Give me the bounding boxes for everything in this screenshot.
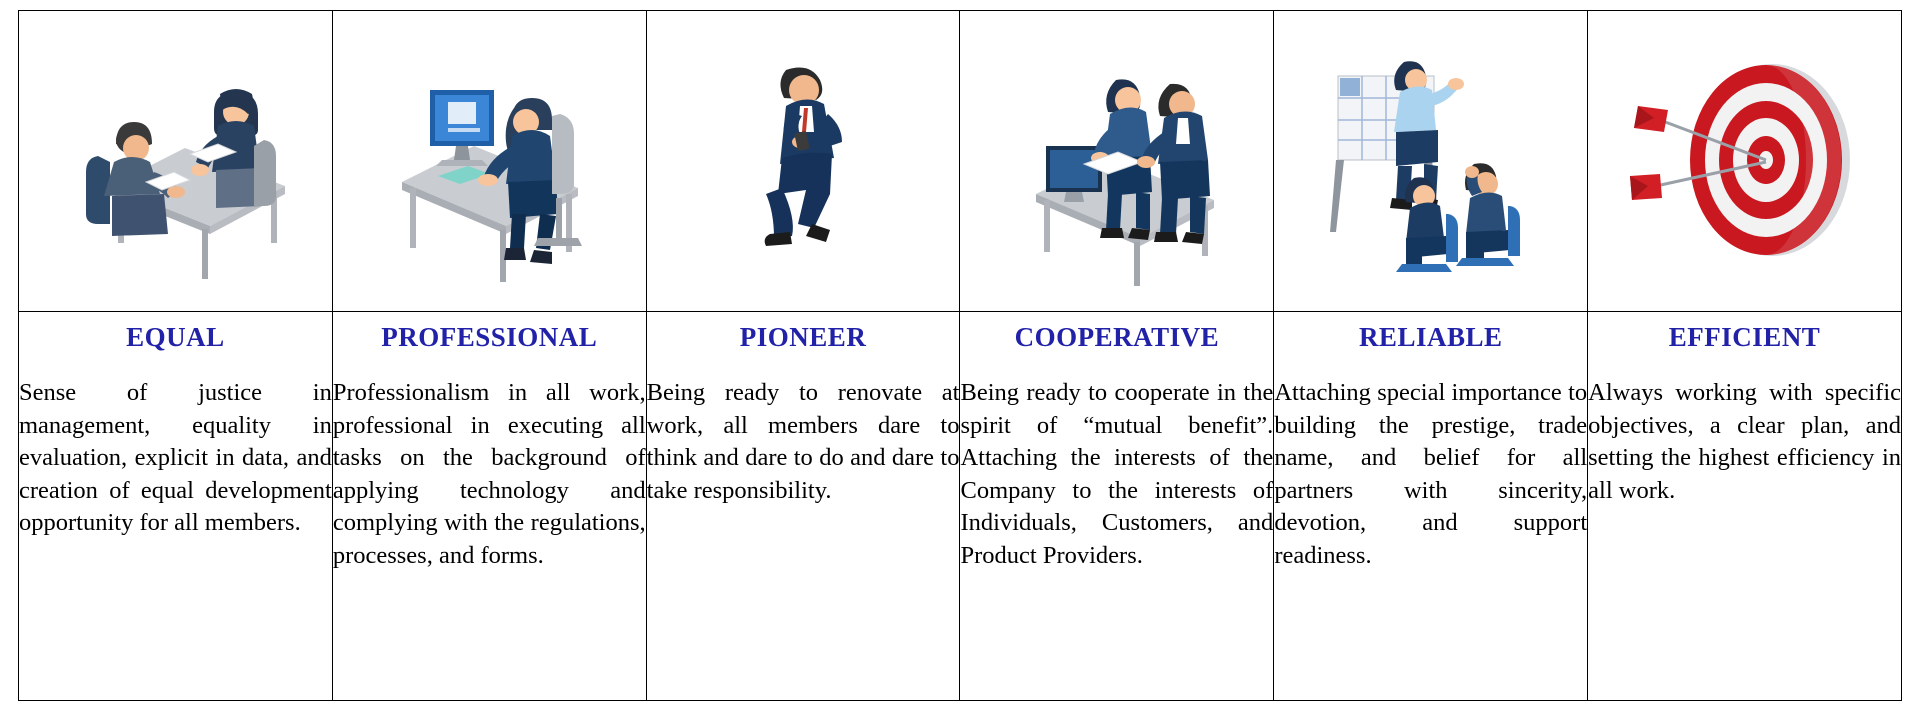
value-title-reliable: RELIABLE	[1358, 322, 1503, 352]
value-cell-pioneer	[646, 312, 960, 701]
value-title-pioneer: PIONEER	[739, 322, 867, 352]
value-cell-reliable	[1274, 312, 1588, 701]
two-colleagues-at-computer-icon	[960, 11, 1273, 311]
illustration-cell-efficient	[1588, 11, 1902, 312]
values-table	[18, 10, 1902, 701]
value-cell-cooperative	[960, 312, 1274, 701]
illustration-cell-professional	[332, 11, 646, 312]
dartboard-target-with-darts-icon	[1588, 11, 1901, 311]
value-cell-professional	[332, 312, 646, 701]
illustration-cell-pioneer	[646, 11, 960, 312]
value-description-equal: Sense of justice in management, equality in evaluation, explicit in data, and creation of equal development opportunity for all members.	[19, 379, 332, 537]
text-row	[19, 312, 1902, 701]
presentation-whiteboard-team-icon	[1274, 11, 1587, 311]
value-description-efficient: Always working with specific objectives, a clear plan, and setting the highest efficiency in all work.	[1588, 379, 1901, 504]
illustrations-row	[19, 11, 1902, 312]
value-title-cooperative: COOPERATIVE	[1014, 322, 1220, 352]
woman-at-desktop-computer-icon	[333, 11, 646, 311]
value-cell-efficient	[1588, 312, 1902, 701]
illustration-cell-reliable	[1274, 11, 1588, 312]
value-description-reliable: Attaching special importance to building the prestige, trade name, and belief for all partners with sincerity, devotion, and support readiness.	[1274, 379, 1588, 569]
meeting-table-discussion-icon	[19, 11, 332, 311]
value-cell-equal	[19, 312, 333, 701]
value-title-professional: PROFESSIONAL	[381, 322, 598, 352]
value-title-equal: EQUAL	[126, 322, 225, 352]
value-title-efficient: EFFICIENT	[1668, 322, 1821, 352]
value-description-cooperative: Being ready to cooperate in the spirit of “mutual benefit”. Attaching the interests of the Company to the interests of Individuals, Customers, and Product Providers.	[960, 379, 1274, 569]
value-description-pioneer: Being ready to renovate at work, all members dare to think and dare to do and dare to take responsibility.	[646, 379, 960, 504]
illustration-cell-equal	[19, 11, 333, 312]
businessman-walking-with-phone-icon	[647, 11, 960, 311]
value-description-professional: Professionalism in all work, professional in executing all tasks on the background of applying technology and complying with the regulations, processes, and forms.	[332, 379, 646, 569]
illustration-cell-cooperative	[960, 11, 1274, 312]
